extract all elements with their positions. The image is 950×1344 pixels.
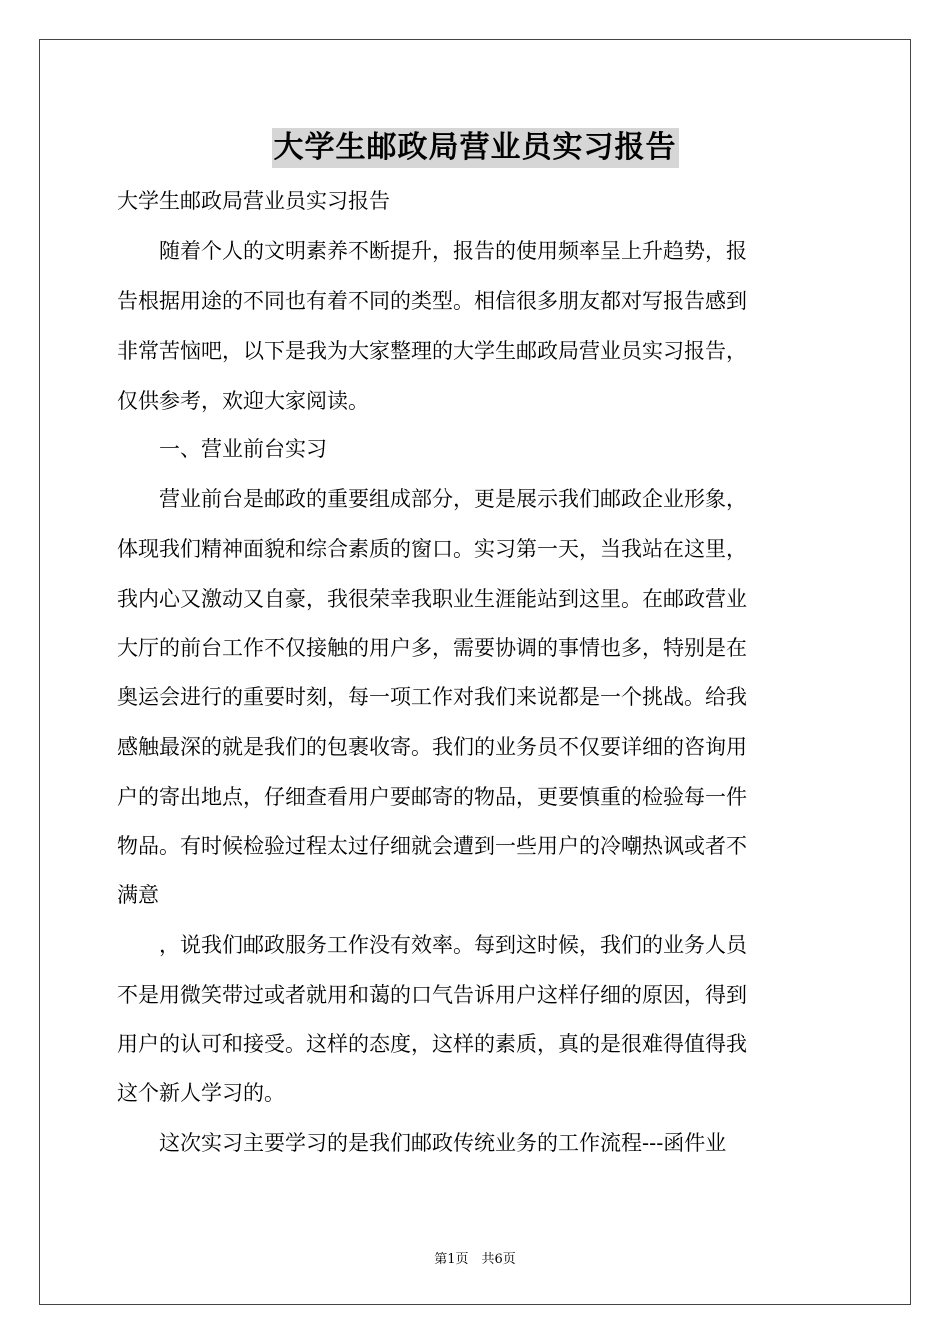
paragraph-line: ，说我们邮政服务工作没有效率。每到这时候，我们的业务人员 [117, 933, 747, 957]
paragraph-line: 满意 [117, 883, 159, 907]
paragraph-line: 仅供参考，欢迎大家阅读。 [117, 389, 369, 413]
document-title: 大学生邮政局营业员实习报告 [272, 128, 679, 168]
paragraph-line: 用户的认可和接受。这样的态度，这样的素质，真的是很难得值得我 [117, 1032, 747, 1056]
section-heading: 一、营业前台实习 [117, 437, 327, 461]
paragraph-line: 我内心又激动又自豪，我很荣幸我职业生涯能站到这里。在邮政营业 [117, 587, 747, 611]
paragraph-line: 随着个人的文明素养不断提升，报告的使用频率呈上升趋势，报 [117, 239, 747, 263]
title-container [0, 128, 950, 168]
paragraph-line: 大厅的前台工作不仅接触的用户多，需要协调的事情也多，特别是在 [117, 636, 747, 660]
page-border [39, 39, 911, 1305]
paragraph-line: 告根据用途的不同也有着不同的类型。相信很多朋友都对写报告感到 [117, 289, 747, 313]
paragraph-line: 这个新人学习的。 [117, 1081, 285, 1105]
paragraph-line: 感触最深的就是我们的包裹收寄。我们的业务员不仅要详细的咨询用 [117, 735, 747, 759]
page-footer: 第1页 共6页 [434, 1252, 516, 1267]
document-subtitle: 大学生邮政局营业员实习报告 [117, 189, 390, 213]
paragraph-line: 不是用微笑带过或者就用和蔼的口气告诉用户这样仔细的原因，得到 [117, 983, 747, 1007]
paragraph-line: 这次实习主要学习的是我们邮政传统业务的工作流程---函件业 [117, 1131, 727, 1155]
paragraph-line: 营业前台是邮政的重要组成部分，更是展示我们邮政企业形象， [117, 487, 747, 511]
paragraph-line: 体现我们精神面貌和综合素质的窗口。实习第一天，当我站在这里， [117, 537, 747, 561]
paragraph-line: 户的寄出地点，仔细查看用户要邮寄的物品，更要慎重的检验每一件 [117, 785, 747, 809]
paragraph-line: 非常苦恼吧，以下是我为大家整理的大学生邮政局营业员实习报告， [117, 339, 747, 363]
paragraph-line: 物品。有时候检验过程太过仔细就会遭到一些用户的冷嘲热讽或者不 [117, 834, 747, 858]
paragraph-line: 奥运会进行的重要时刻，每一项工作对我们来说都是一个挑战。给我 [117, 685, 747, 709]
